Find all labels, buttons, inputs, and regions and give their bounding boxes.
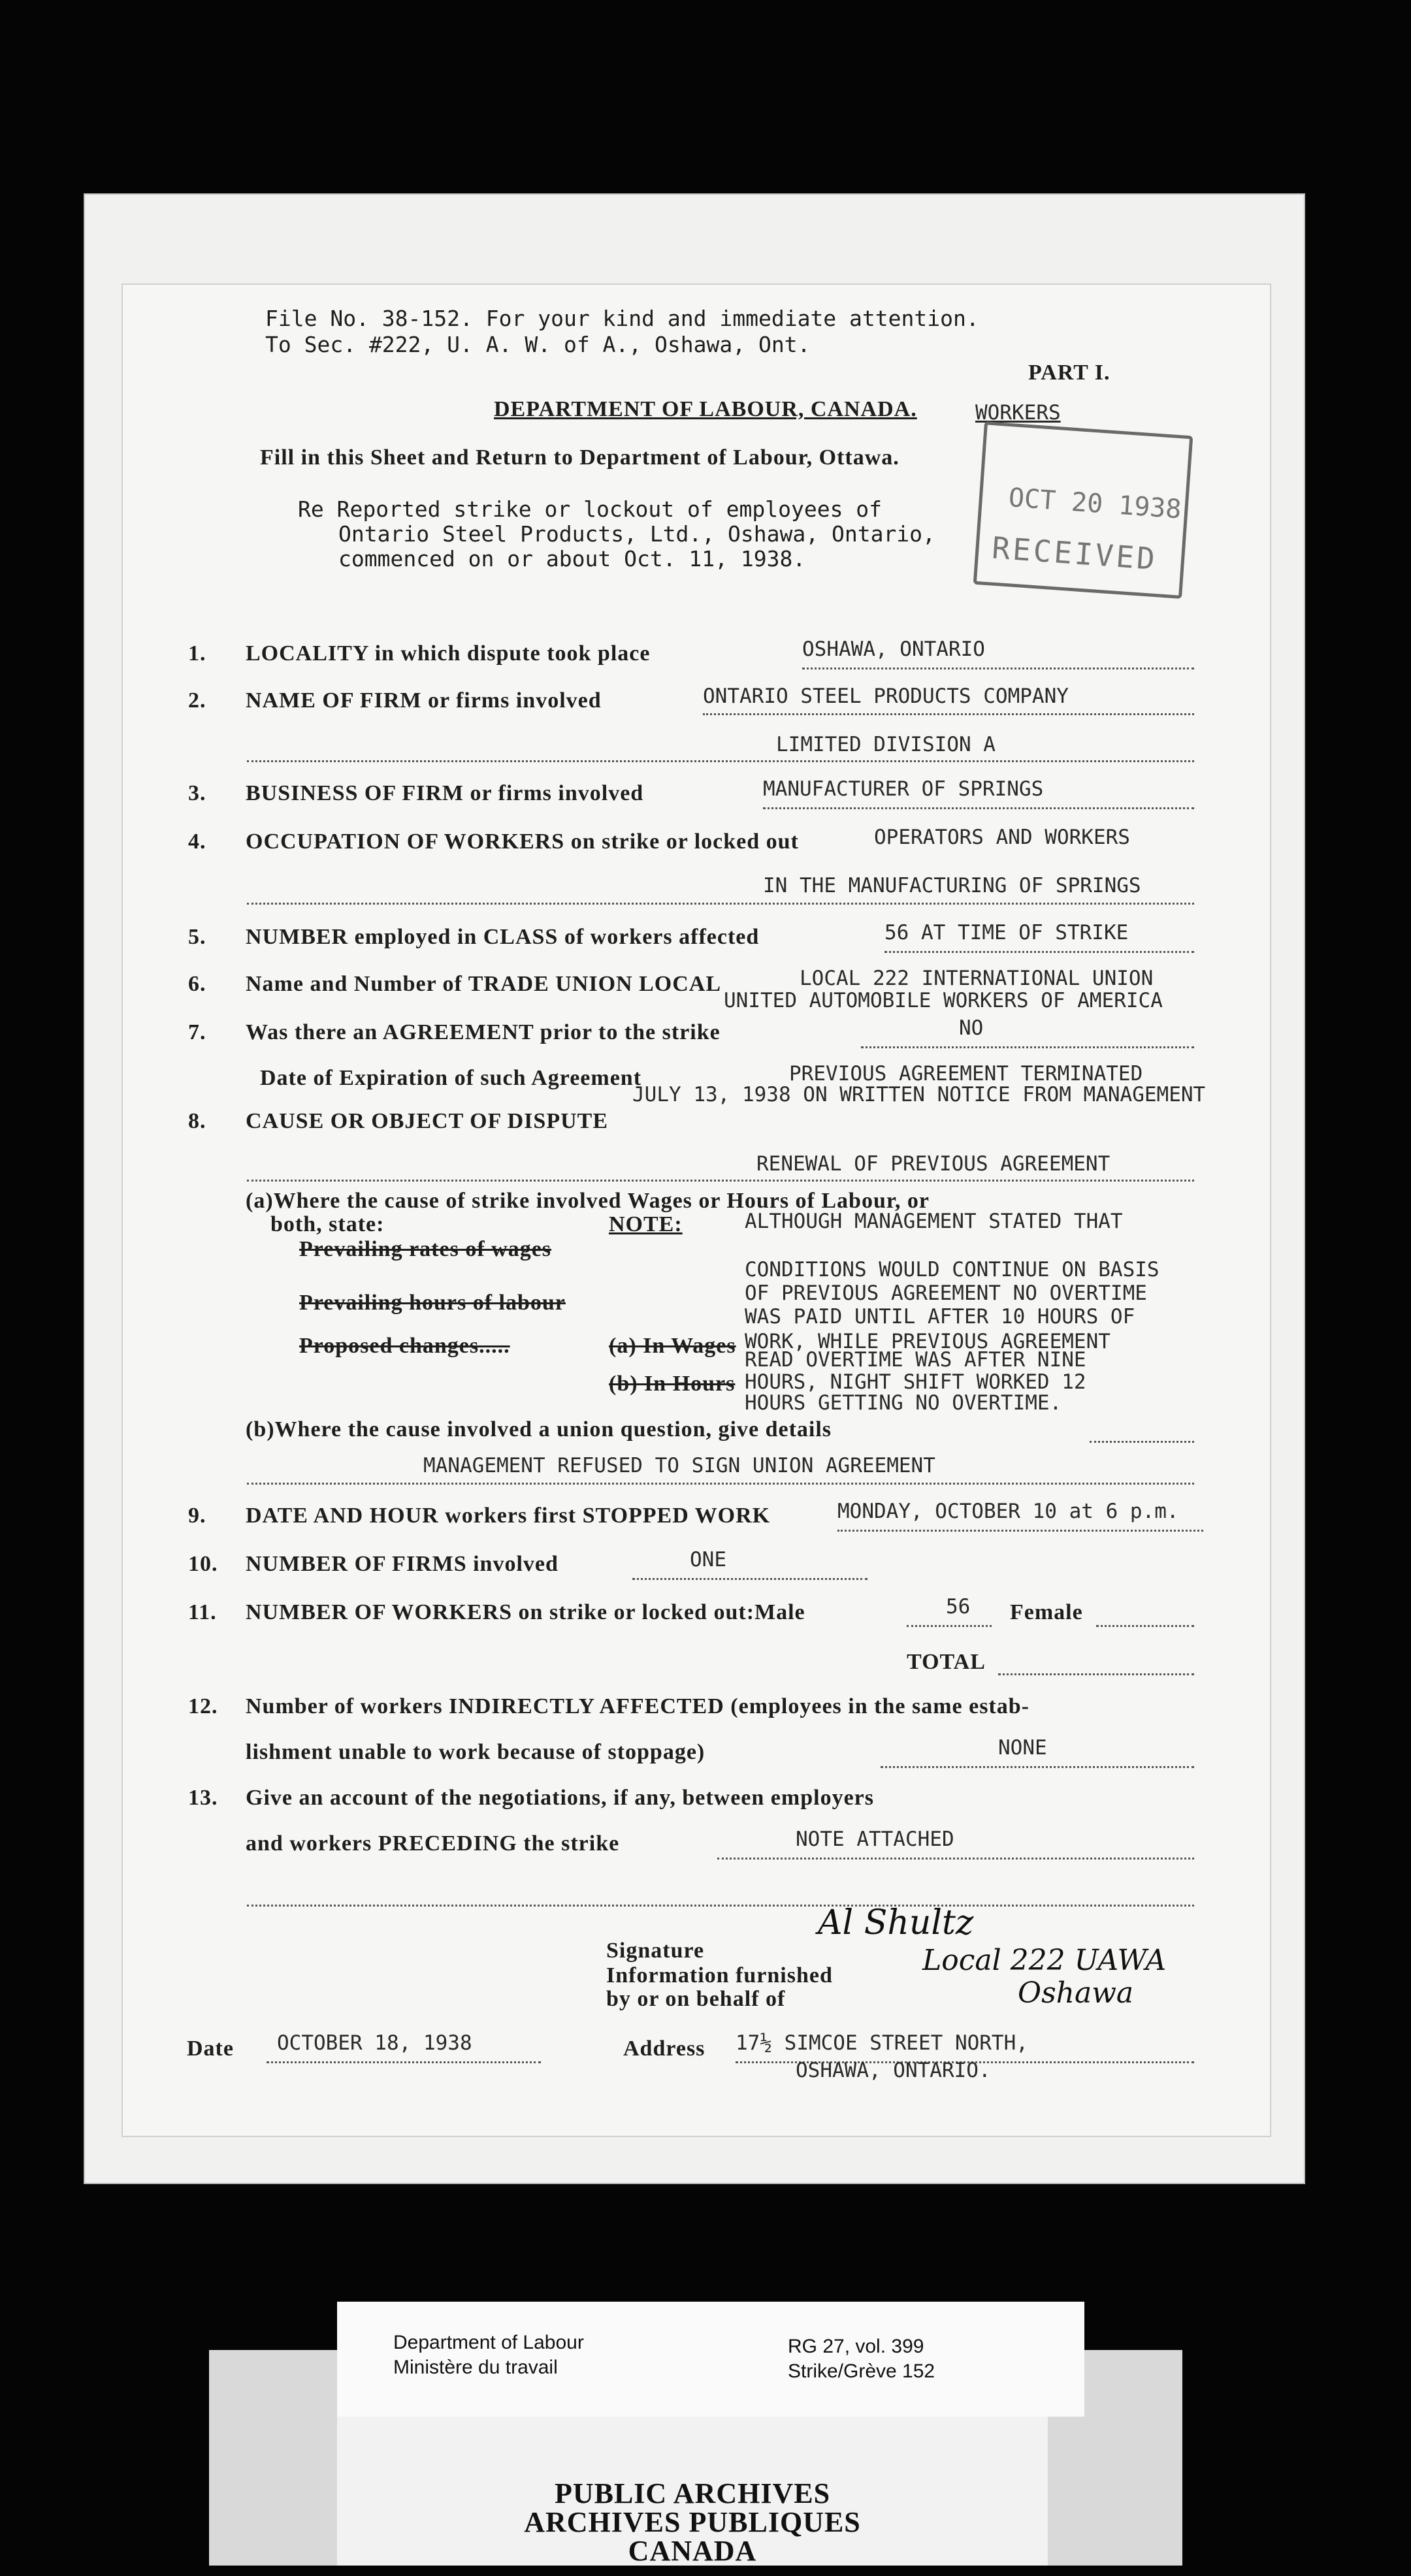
agreement-value: NO bbox=[959, 1016, 984, 1040]
dept-english: Department of Labour bbox=[393, 2332, 584, 2353]
date-stopped-label: DATE AND HOUR workers first STOPPED WORK bbox=[246, 1504, 771, 1528]
expiration-label: Date of Expiration of such Agreement bbox=[260, 1066, 642, 1090]
expiration-value-1: PREVIOUS AGREEMENT TERMINATED bbox=[789, 1062, 1143, 1086]
prevailing-wages-label: Prevailing rates of wages bbox=[299, 1237, 552, 1261]
archive-line-1: PUBLIC ARCHIVES bbox=[554, 2477, 831, 2509]
workers-male-label: NUMBER OF WORKERS on strike or locked out:Male bbox=[246, 1600, 805, 1624]
locality-value: OSHAWA, ONTARIO bbox=[802, 637, 985, 661]
note-line-8: HOURS GETTING NO OVERTIME. bbox=[745, 1391, 1062, 1415]
firm-name-label: NAME OF FIRM or firms involved bbox=[246, 688, 602, 713]
item-number-11: 11. bbox=[188, 1600, 217, 1624]
stamp-date: OCT 20 1938 bbox=[1007, 483, 1182, 525]
on-behalf-label: by or on behalf of bbox=[606, 1987, 786, 2011]
business-label: BUSINESS OF FIRM or firms involved bbox=[246, 781, 644, 805]
note-line-2: CONDITIONS WOULD CONTINUE ON BASIS bbox=[745, 1258, 1160, 1281]
stamp-text: RECEIVED bbox=[990, 530, 1159, 577]
record-group: RG 27, vol. 399 bbox=[788, 2336, 924, 2357]
indirectly-affected-label-1: Number of workers INDIRECTLY AFFECTED (employees in the same estab- bbox=[246, 1694, 1030, 1718]
address-label: Address bbox=[623, 2037, 706, 2061]
trade-union-value-1: LOCAL 222 INTERNATIONAL UNION bbox=[800, 967, 1154, 990]
item-number-3: 3. bbox=[188, 781, 206, 805]
workers-total-label: TOTAL bbox=[907, 1650, 986, 1674]
occupation-label: OCCUPATION OF WORKERS on strike or locked out bbox=[246, 829, 799, 854]
item-number-2: 2. bbox=[188, 688, 206, 713]
negotiations-label-1: Give an account of the negotiations, if any, between employers bbox=[246, 1786, 874, 1810]
file-number-line: File No. 38-152. For your kind and immediate attention. bbox=[265, 306, 979, 331]
item-number-1: 1. bbox=[188, 641, 206, 666]
information-furnished-label: Information furnished bbox=[606, 1963, 833, 1988]
firm-name-value-1: ONTARIO STEEL PRODUCTS COMPANY bbox=[703, 684, 1069, 708]
archive-banner-inner bbox=[337, 2400, 1048, 2566]
form-instruction: Fill in this Sheet and Return to Department of Labour, Ottawa. bbox=[260, 445, 900, 470]
cause-label: CAUSE OR OBJECT OF DISPUTE bbox=[246, 1109, 608, 1133]
archive-line-3: CANADA bbox=[628, 2535, 757, 2567]
proposed-changes-label bbox=[299, 1334, 510, 1359]
union-question-value: MANAGEMENT REFUSED TO SIGN UNION AGREEMENT bbox=[423, 1454, 935, 1477]
item-number-7: 7. bbox=[188, 1020, 206, 1044]
prevailing-hours-label: Prevailing hours of labour bbox=[299, 1291, 566, 1315]
department-title: DEPARTMENT OF LABOUR, CANADA. bbox=[494, 397, 917, 421]
number-employed-label: NUMBER employed in CLASS of workers affected bbox=[246, 925, 760, 949]
re-line-2: Ontario Steel Products, Ltd., Oshawa, Ontario, bbox=[338, 521, 935, 547]
address-value-1: 17½ SIMCOE STREET NORTH, bbox=[736, 2031, 1028, 2055]
note-line-3: OF PREVIOUS AGREEMENT NO OVERTIME bbox=[745, 1281, 1147, 1305]
note-line-7: HOURS, NIGHT SHIFT WORKED 12 bbox=[745, 1370, 1086, 1394]
workers-male-value: 56 bbox=[946, 1595, 971, 1618]
firm-name-value-2: LIMITED DIVISION A bbox=[776, 733, 996, 756]
on-behalf-value-1: Local 222 UAWA bbox=[922, 1944, 1167, 1977]
number-firms-value: ONE bbox=[690, 1548, 726, 1571]
note-label: NOTE: bbox=[609, 1212, 683, 1236]
date-label: Date bbox=[187, 2037, 234, 2061]
union-question-label: (b)Where the cause involved a union question, give details bbox=[246, 1417, 832, 1441]
indirectly-affected-label-2: lishment unable to work because of stoppage) bbox=[246, 1740, 706, 1764]
locality-label: LOCALITY in which dispute took place bbox=[246, 641, 651, 666]
wages-hours-label-2: both, state: bbox=[270, 1212, 385, 1236]
item-number-6: 6. bbox=[188, 972, 206, 996]
proposed-changes-text: Proposed changes..... bbox=[299, 1334, 510, 1358]
re-line-3: commenced on or about Oct. 11, 1938. bbox=[338, 546, 806, 572]
address-value-2: OSHAWA, ONTARIO. bbox=[796, 2059, 991, 2082]
agreement-label: Was there an AGREEMENT prior to the strike bbox=[246, 1020, 721, 1044]
indirectly-affected-value: NONE bbox=[998, 1736, 1047, 1760]
signature-value: Al Shultz bbox=[818, 1903, 974, 1942]
date-stopped-value: MONDAY, OCTOBER 10 at 6 p.m. bbox=[837, 1500, 1179, 1523]
expiration-value-2: JULY 13, 1938 ON WRITTEN NOTICE FROM MANAGEMENT bbox=[632, 1083, 1206, 1106]
note-line-1: ALTHOUGH MANAGEMENT STATED THAT bbox=[745, 1210, 1123, 1233]
part-label: PART I. bbox=[1028, 361, 1111, 385]
negotiations-label-2: and workers PRECEDING the strike bbox=[246, 1831, 620, 1856]
note-line-5: WORK, WHILE PREVIOUS AGREEMENT bbox=[745, 1330, 1111, 1353]
in-hours-label: (b) In Hours bbox=[609, 1372, 736, 1396]
dept-french: Ministère du travail bbox=[393, 2357, 558, 2378]
strike-report-form bbox=[122, 283, 1271, 2137]
business-value: MANUFACTURER OF SPRINGS bbox=[763, 777, 1044, 801]
archive-line-2: ARCHIVES PUBLIQUES bbox=[524, 2506, 861, 2538]
in-wages-label: (a) In Wages bbox=[609, 1334, 736, 1358]
trade-union-value-2: UNITED AUTOMOBILE WORKERS OF AMERICA bbox=[724, 989, 1163, 1012]
item-number-8: 8. bbox=[188, 1109, 206, 1133]
recipient-line: To Sec. #222, U. A. W. of A., Oshawa, Ont. bbox=[265, 332, 811, 357]
note-line-6: READ OVERTIME WAS AFTER NINE bbox=[745, 1348, 1086, 1372]
wages-hours-label-1: (a)Where the cause of strike involved Wages or Hours of Labour, or bbox=[246, 1189, 930, 1213]
item-number-9: 9. bbox=[188, 1504, 206, 1528]
item-number-13: 13. bbox=[188, 1786, 218, 1810]
on-behalf-value-2: Oshawa bbox=[1018, 1976, 1134, 2010]
item-number-5: 5. bbox=[188, 925, 206, 949]
workers-tag: WORKERS bbox=[975, 401, 1061, 425]
negotiations-value: NOTE ATTACHED bbox=[796, 1827, 954, 1851]
received-stamp bbox=[973, 421, 1193, 599]
workers-female-label: Female bbox=[1010, 1600, 1083, 1624]
note-line-4: WAS PAID UNTIL AFTER 10 HOURS OF bbox=[745, 1305, 1135, 1328]
document-sheet bbox=[84, 193, 1305, 2184]
item-number-10: 10. bbox=[188, 1552, 218, 1576]
occupation-value-2: IN THE MANUFACTURING OF SPRINGS bbox=[763, 874, 1141, 897]
occupation-value-1: OPERATORS AND WORKERS bbox=[874, 826, 1130, 849]
re-line-1: Re Reported strike or lockout of employees of bbox=[298, 496, 883, 522]
number-firms-label: NUMBER OF FIRMS involved bbox=[246, 1552, 559, 1576]
archive-reference-card bbox=[337, 2302, 1084, 2417]
cause-value: RENEWAL OF PREVIOUS AGREEMENT bbox=[756, 1152, 1111, 1176]
signature-label: Signature bbox=[606, 1939, 705, 1963]
strike-number: Strike/Grève 152 bbox=[788, 2360, 935, 2382]
date-value: OCTOBER 18, 1938 bbox=[277, 2031, 472, 2055]
item-number-4: 4. bbox=[188, 829, 206, 854]
trade-union-label: Name and Number of TRADE UNION LOCAL bbox=[246, 972, 722, 996]
item-number-12: 12. bbox=[188, 1694, 218, 1718]
number-employed-value: 56 AT TIME OF STRIKE bbox=[884, 921, 1129, 944]
